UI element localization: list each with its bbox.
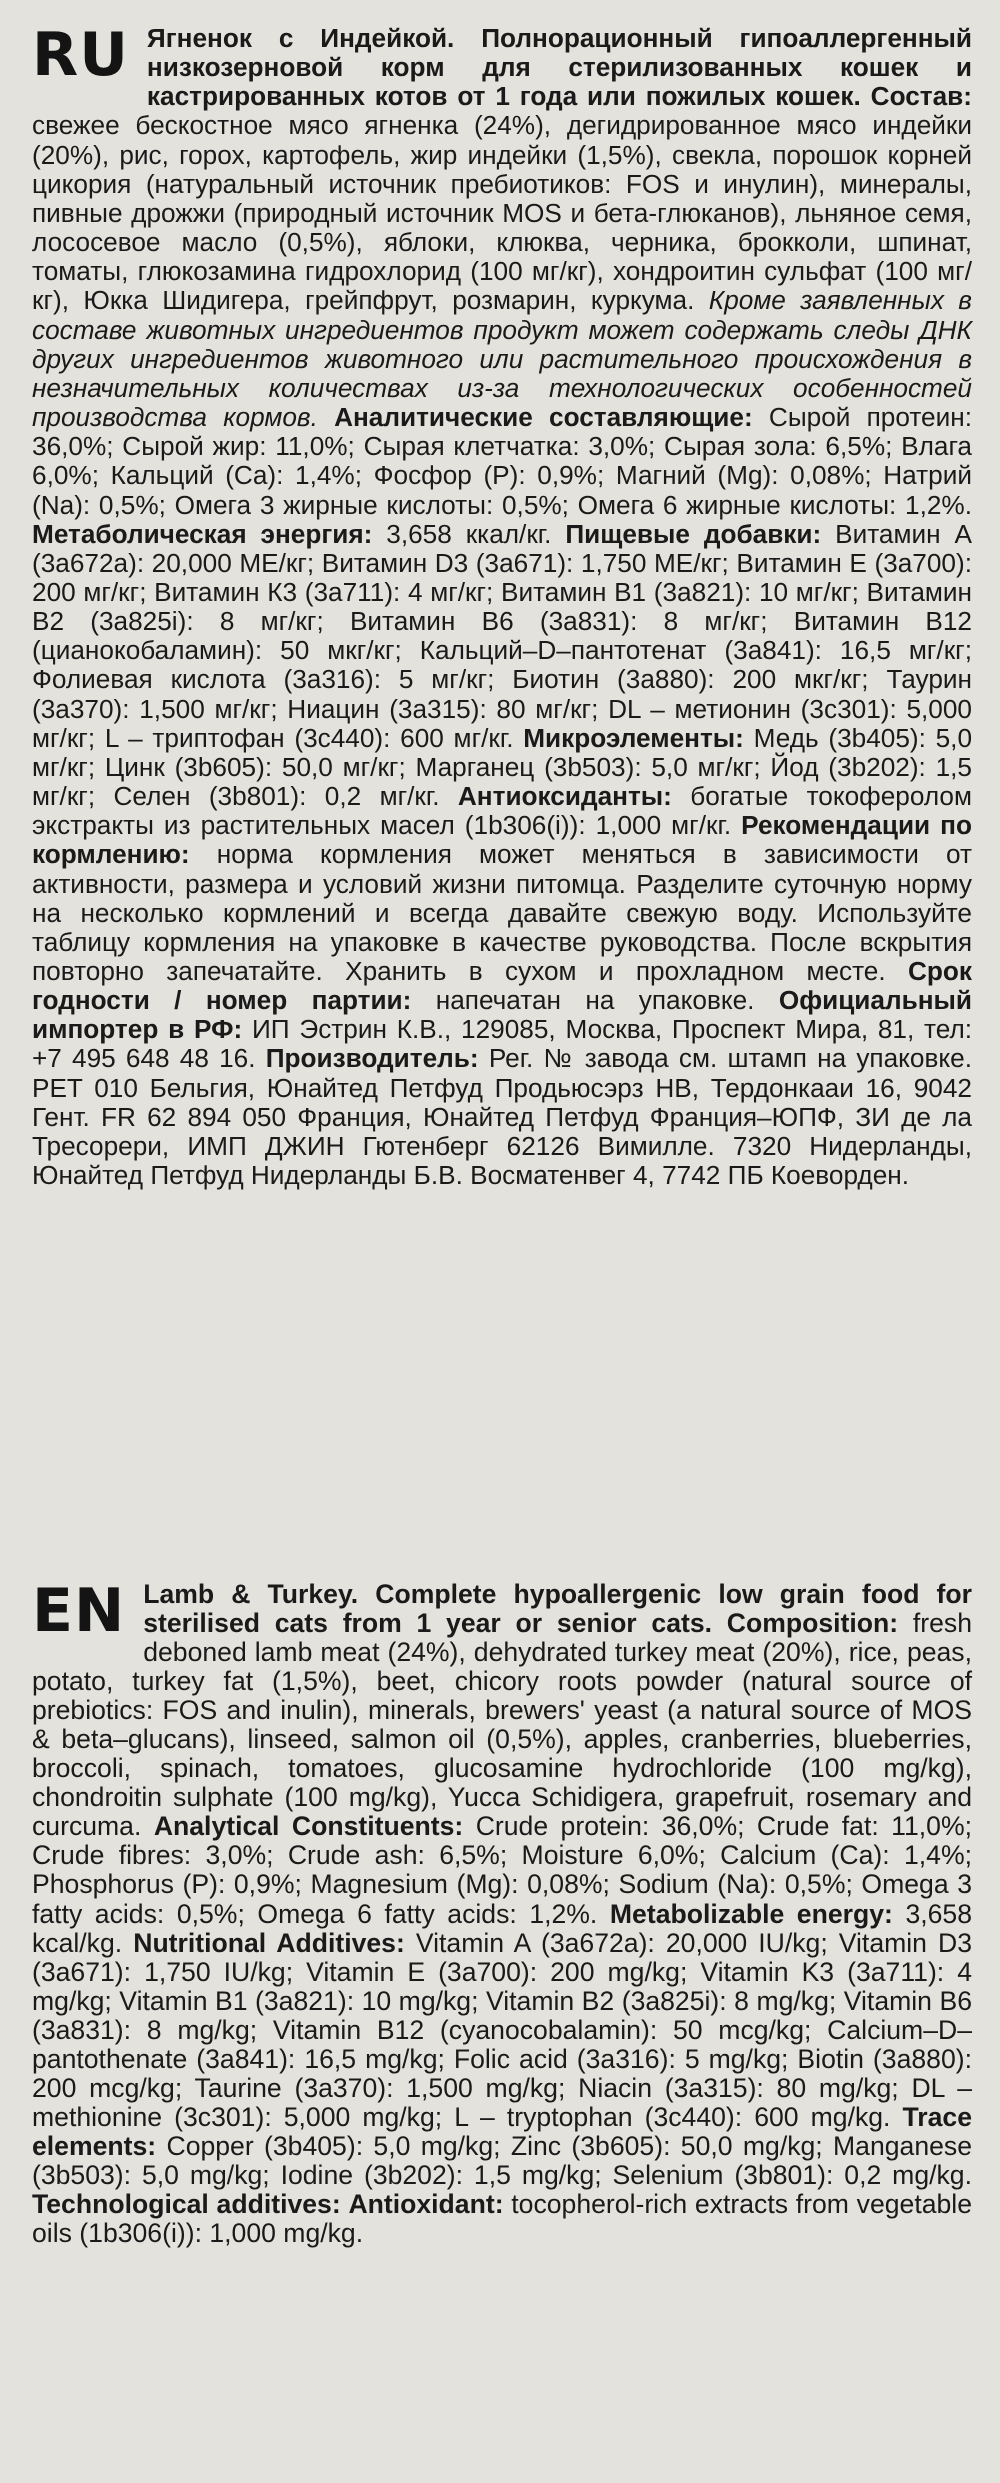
feeding-label: Рекомендации по кормлению:	[32, 810, 972, 870]
composition-label: Composition:	[726, 1608, 899, 1639]
product-title: Lamb & Turkey. Complete hypoallergenic low grain food for sterilised cats from 1 year or senior cats.	[143, 1579, 972, 1639]
analytical-text: Crude protein: 36,0%; Crude fat: 11,0%; Crude fibres: 3,0%; Crude ash: 6,5%; Moisture 6,0%; Calcium (Ca): 1,4%; Phosphorus (P): 0,9%; Magnesium (Mg): 0,08%; Sodium (Na): 0,5%; Omega 3 fatty acids: 0,5%; Omega 6 fatty acids: 1,2%.	[32, 1811, 972, 1929]
additives-label: Nutritional Additives:	[133, 1927, 405, 1958]
ru-section	[32, 20, 973, 1191]
dna-disclaimer: Кроме заявленных в составе животных ингредиентов продукт может содержать следы ДНК других ингредиентов животного или растительного происхождения в незначительных количествах из-за технологических особенностей производства кормов.	[32, 285, 972, 433]
shelf-life-text: напечатан на упаковке.	[435, 985, 755, 1016]
energy-label: Метаболическая энергия:	[32, 518, 373, 549]
trace-elements-label: Trace elements:	[32, 2101, 973, 2161]
energy-value: 3,658 kcal/kg.	[32, 1898, 972, 1958]
additives-text: Витамин А (3а672а): 20,000 МЕ/кг; Витамин D3 (3а671): 1,750 МЕ/кг; Витамин Е (3а700): 200 мг/кг; Витамин К3 (3а711): 4 мг/кг; Витамин В1 (3а821): 10 мг/кг; Витамин В2 (3а825i): 8 мг/кг; Витамин В6 (3а831): 8 мг/кг; Витамин В12 (цианокобаламин): 50 мкг/кг; Кальций–D–пантотенат (3а841): 16,5 мг/кг; Фолиевая кислота (3а316): 5 мг/кг; Биотин (3а880): 200 мкг/кг; Таурин (3а370): 1,500 мг/кг; Ниацин (3а315): 80 мг/кг; DL – метионин (3с301): 5,000 мг/кг; L – триптофан (3с440): 600 мг/кг.	[32, 518, 972, 753]
trace-elements-label: Микроэлементы:	[523, 722, 744, 753]
trace-elements-text: Copper (3b405): 5,0 mg/kg; Zinc (3b605): 50,0 mg/kg; Manganese (3b503): 5,0 mg/kg; Iodine (3b202): 1,5 mg/kg; Selenium (3b801): 0,2 mg/kg.	[32, 2130, 972, 2190]
trace-elements-text: Медь (3b405): 5,0 мг/кг; Цинк (3b605): 50,0 мг/кг; Марганец (3b503): 5,0 мг/кг; Йод (3b202): 1,5 мг/кг; Селен (3b801): 0,2 мг/кг.	[32, 722, 973, 812]
antioxidant-text: tocopherol-rich extracts from vegetable oils (1b306(i)): 1,000 mg/kg.	[32, 2188, 972, 2249]
additives-text: Vitamin A (3a672a): 20,000 IU/kg; Vitamin D3 (3a671): 1,750 IU/kg; Vitamin E (3a700): 200 mg/kg; Vitamin K3 (3a711): 4 mg/kg; Vitamin B1 (3a821): 10 mg/kg; Vitamin B2 (3a825i): 8 mg/kg; Vitamin B6 (3a831): 8 mg/kg; Vitamin B12 (cyanocobalamin): 50 mcg/kg; Calcium–D–pantothenate (3a841): 16,5 mg/kg; Folic acid (3a316): 5 mg/kg; Biotin (3a880): 200 mcg/kg; Taurine (3a370): 1,500 mg/kg; Niacin (3a315): 80 mg/kg; DL – methionine (3c301): 5,000 mg/kg; L – tryptophan (3c440): 600 mg/kg.	[32, 1927, 973, 2132]
feeding-text: норма кормления может меняться в зависимости от активности, размера и условий жизни питомца. Разделите суточную норму на несколько кормлений и всегда давайте свежую воду. Используйте таблицу кормления на упаковке в качестве руководства. После вскрытия повторно запечатайте. Хранить в сухом и прохладном месте.	[32, 839, 972, 986]
importer-text: ИП Эстрин К.В., 129085, Москва, Проспект Мира, 81, тел: +7 495 648 48 16.	[32, 1014, 972, 1074]
language-code-ru: RU	[32, 20, 129, 90]
antioxidants-text: богатые токоферолом экстракты из растительных масел (1b306(i)): 1,000 мг/кг.	[32, 781, 972, 841]
shelf-life-label: Срок годности / номер партии:	[32, 956, 973, 1016]
antioxidant-label: Antioxidant:	[348, 2188, 504, 2219]
additives-label: Пищевые добавки:	[565, 518, 822, 549]
composition-text: свежее бескостное мясо ягненка (24%), дегидрированное мясо индейки (20%), рис, горох, картофель, жир индейки (1,5%), свекла, порошок корней цикория (натуральный источник пребиотиков: FOS и инулин), минералы, пивные дрожжи (природный источник MOS и бета-глюканов), льняное семя, лососевое масло (0,5%), яблоки, клюква, черника, брокколи, шпинат, томаты, глюкозамина гидрохлорид (100 мг/кг), хондроитин сульфат (100 мг/кг), Юкка Шидигера, грейпфрут, розмарин, куркума.	[32, 110, 972, 316]
ru-label-text	[32, 20, 973, 1191]
composition-text: fresh deboned lamb meat (24%), dehydrated turkey meat (20%), rice, peas, potato, turkey fat (1,5%), beet, chicory roots powder (natural source of prebiotics: FOS and inulin), minerals, brewers' yeast (a natural source of MOS & beta–glucans), linseed, salmon oil (0,5%), apples, cranberries, blueberries, broccoli, spinach, tomatoes, glucosamine hydrochloride (100 mg/kg), chondroitin sulphate (100 mg/kg), Yucca Schidigera, grapefruit, rosemary and curcuma.	[32, 1608, 972, 1842]
energy-value: 3,658 ккал/кг.	[386, 518, 552, 549]
product-title: Ягненок с Индейкой. Полнорационный гипоаллергенный низкозерновой корм для стерилизованных кошек и кастрированных котов от 1 года или пожилых кошек.	[146, 23, 972, 112]
analytical-label: Аналитические составляющие:	[334, 402, 753, 433]
energy-label: Metabolizable energy:	[609, 1898, 893, 1929]
technological-additives-label: Technological additives:	[32, 2188, 341, 2219]
analytical-label: Analytical Constituents:	[153, 1811, 464, 1842]
antioxidants-label: Антиоксиданты:	[457, 781, 672, 812]
composition-label: Состав:	[870, 81, 972, 112]
analytical-text: Сырой протеин: 36,0%; Сырой жир: 11,0%; Сырая клетчатка: 3,0%; Сырая зола: 6,5%; Влага 6,0%; Кальций (Ca): 1,4%; Фосфор (P): 0,9%; Магний (Mg): 0,08%; Натрий (Na): 0,5%; Омега 3 жирные кислоты: 0,5%; Омега 6 жирные кислоты: 1,2%.	[32, 402, 972, 520]
producer-text: Рег. № завода см. штамп на упаковке. PET 010 Бельгия, Юнайтед Петфуд Продьюсэрз НВ, Тердонкааи 16, 9042 Гент. FR 62 894 050 Франция, Юнайтед Петфуд Франция–ЮПФ, ЗИ де ла Тресорери, ИМП ДЖИН Гютенберг 62126 Вимилле. 7320 Нидерланды, Юнайтед Петфуд Нидерланды Б.В. Восматенвег 4, 7742 ПБ Коеворден.	[32, 1043, 972, 1191]
en-section	[32, 1576, 973, 2249]
importer-label: Официальный импортер в РФ:	[32, 985, 972, 1045]
language-code-en: EN	[32, 1576, 126, 1646]
en-label-text	[32, 1576, 973, 2249]
producer-label: Производитель:	[265, 1043, 479, 1074]
